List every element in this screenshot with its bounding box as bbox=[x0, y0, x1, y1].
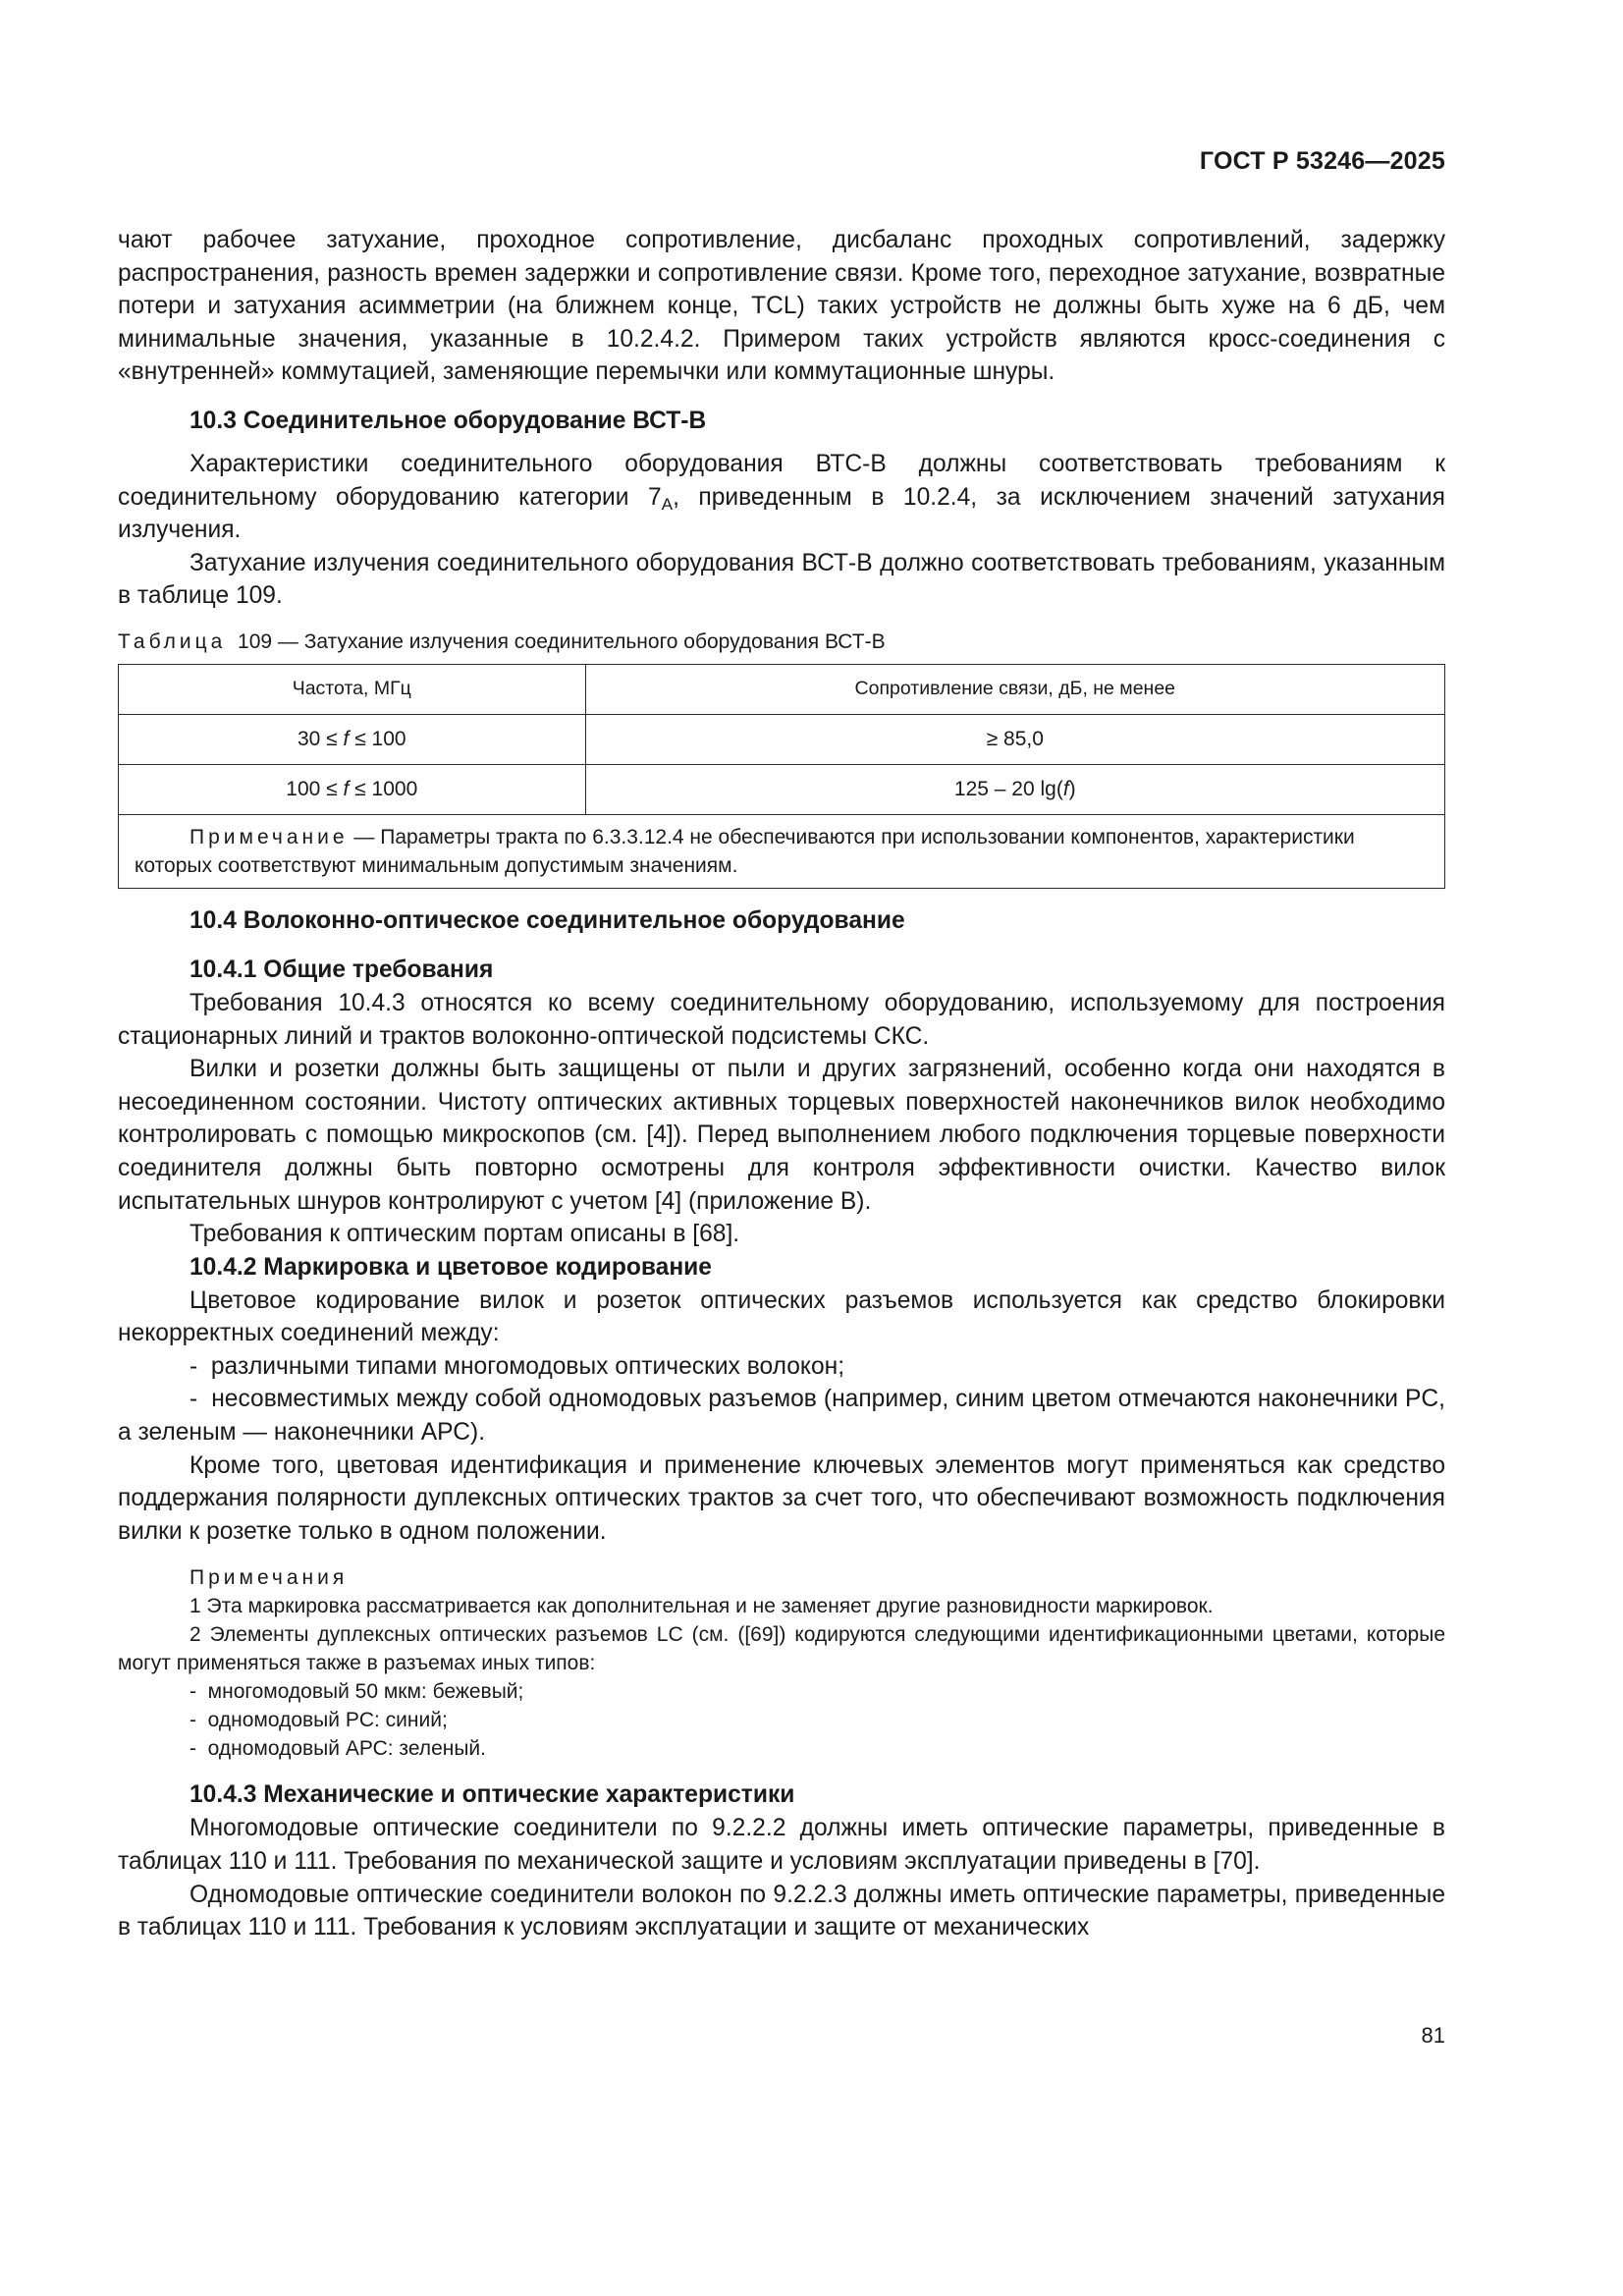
section-10-4-heading: 10.4 Волоконно-оптическое соединительное оборудование bbox=[189, 906, 905, 934]
category-subscript: A bbox=[661, 494, 674, 514]
header-frequency: Частота, МГц bbox=[119, 664, 586, 714]
header-coupling-resistance: Сопротивление связи, дБ, не менее bbox=[585, 664, 1444, 714]
note-list-item: - одномодовый АРС: зеленый. bbox=[189, 1737, 486, 1761]
list-item: - различными типами многомодовых оптических волокон; bbox=[189, 1352, 845, 1380]
section-10-4-3-paragraph-2: Одномодовые оптические соединители волокон по 9.2.2.3 должны иметь оптические параметры, приведенные в таблицах 110 и 111. Требования к условиям эксплуатации и защите от механических bbox=[118, 1881, 1445, 1941]
note-list-item: - многомодовый 50 мкм: бежевый; bbox=[189, 1680, 524, 1704]
section-10-4-2-paragraph-1: Цветовое кодирование вилок и розеток оптических разъемов используется как средство блокировки некорректных соединений между: bbox=[118, 1286, 1445, 1347]
table-note bbox=[119, 814, 1445, 888]
table-header-row bbox=[119, 664, 1445, 714]
document-id-header: ГОСТ Р 53246—2025 bbox=[1199, 147, 1445, 175]
frequency-cell: 100 ≤ f ≤ 1000 bbox=[119, 764, 586, 814]
table-109-caption bbox=[118, 629, 1445, 656]
section-10-4-2-paragraph-2: Кроме того, цветовая идентификация и применение ключевых элементов могут применяться как средство поддержания полярности дуплексных оптических трактов за счет того, что обеспечивают возможность подключения вилки к розетке только в одном положении. bbox=[118, 1451, 1445, 1545]
section-10-3-heading: 10.3 Соединительное оборудование ВСТ-В bbox=[189, 407, 707, 434]
notes-label: Примечания bbox=[189, 1566, 349, 1590]
table-row bbox=[119, 764, 1445, 814]
section-10-4-3-heading: 10.4.3 Механические и оптические характеристики bbox=[189, 1781, 795, 1809]
section-10-4-2-heading: 10.4.2 Маркировка и цветовое кодирование bbox=[189, 1253, 712, 1281]
note-2: 2 Элементы дуплексных оптических разъемов LC (см. ([69]) кодируются следующими идентификационными цветами, которые могут применяться также в разъемах иных типов: bbox=[118, 1623, 1445, 1675]
section-10-4-1-paragraph-2: Вилки и розетки должны быть защищены от пыли и других загрязнений, особенно когда они находятся в несоединенном состоянии. Чистоту оптических активных торцевых поверхностей наконечников вилок необходимо контролировать с помощью микроскопов (см. [4]). Перед выполнением любого подключения торцевые поверхности соединителя должны быть повторно осмотрены для контроля эффективности очистки. Качество вилок испытательных шнуров контролируют с учетом [4] (приложение В). bbox=[118, 1056, 1445, 1215]
section-10-3-paragraph-2: Затухание излучения соединительного оборудования ВСТ-В должно соответствовать требованиям, указанным в таблице 109. bbox=[118, 549, 1445, 610]
note-text: — Параметры тракта по 6.3.3.12.4 не обеспечиваются при использовании компонентов, характеристики которых соответствуют минимальным допустимым значениям. bbox=[135, 825, 1355, 877]
value-cell: 125 – 20 lg(f) bbox=[585, 764, 1444, 814]
section-10-3-paragraph-1: Характеристики соединительного оборудования ВТС-В должны соответствовать требованиям к соединительному оборудованию категории $7_A$, приведенным в 10.2.4, за исключением значений затухания излучения. bbox=[118, 450, 1445, 544]
frequency-cell: 30 ≤ f ≤ 100 bbox=[119, 714, 586, 764]
note-label: Примечание bbox=[189, 825, 349, 848]
note-list-item: - одномодовый PC: синий; bbox=[189, 1709, 448, 1732]
table-note-row bbox=[119, 814, 1445, 888]
section-10-4-1-paragraph-1: Требования 10.4.3 относятся ко всему соединительному оборудованию, используемому для построения стационарных линий и трактов волоконно-оптической подсистемы СКС. bbox=[118, 989, 1445, 1050]
section-10-4-1-paragraph-3: Требования к оптическим портам описаны в [68]. bbox=[189, 1221, 740, 1248]
list-item: - несовместимых между собой одномодовых разъемов (например, синим цветом отмечаются наконечники PC, а зеленым — наконечники АРС). bbox=[118, 1386, 1445, 1447]
page-number: 81 bbox=[1421, 2023, 1445, 2048]
table-row bbox=[119, 714, 1445, 764]
section-10-4-3-paragraph-1: Многомодовые оптические соединители по 9.2.2.2 должны иметь оптические параметры, приведенные в таблицах 110 и 111. Требования по механической защите и условиям эксплуатации приведены в [70]. bbox=[118, 1815, 1445, 1876]
section-10-4-1-heading: 10.4.1 Общие требования bbox=[189, 956, 494, 983]
table-caption-text: 109 — Затухание излучения соединительного оборудования ВСТ-В bbox=[238, 629, 886, 653]
note-1: 1 Эта маркировка рассматривается как дополнительная и не заменяет другие разновидности маркировок. bbox=[189, 1595, 1214, 1618]
page-content bbox=[118, 224, 1445, 1944]
table-caption-label: Таблица bbox=[118, 629, 227, 653]
table-109 bbox=[118, 664, 1445, 889]
intro-paragraph: чают рабочее затухание, проходное сопротивление, дисбаланс проходных сопротивлений, задержку распространения, разность времен задержки и сопротивление связи. Кроме того, переходное затухание, возвратные потери и затухания асимметрии (на ближнем конце, TCL) таких устройств не должны быть хуже на 6 дБ, чем минимальные значения, указанные в 10.2.4.2. Примером таких устройств являются кросс-соединения с «внутренней» коммутацией, заменяющие перемычки или коммутационные шнуры. bbox=[118, 227, 1445, 386]
value-cell: ≥ 85,0 bbox=[585, 714, 1444, 764]
